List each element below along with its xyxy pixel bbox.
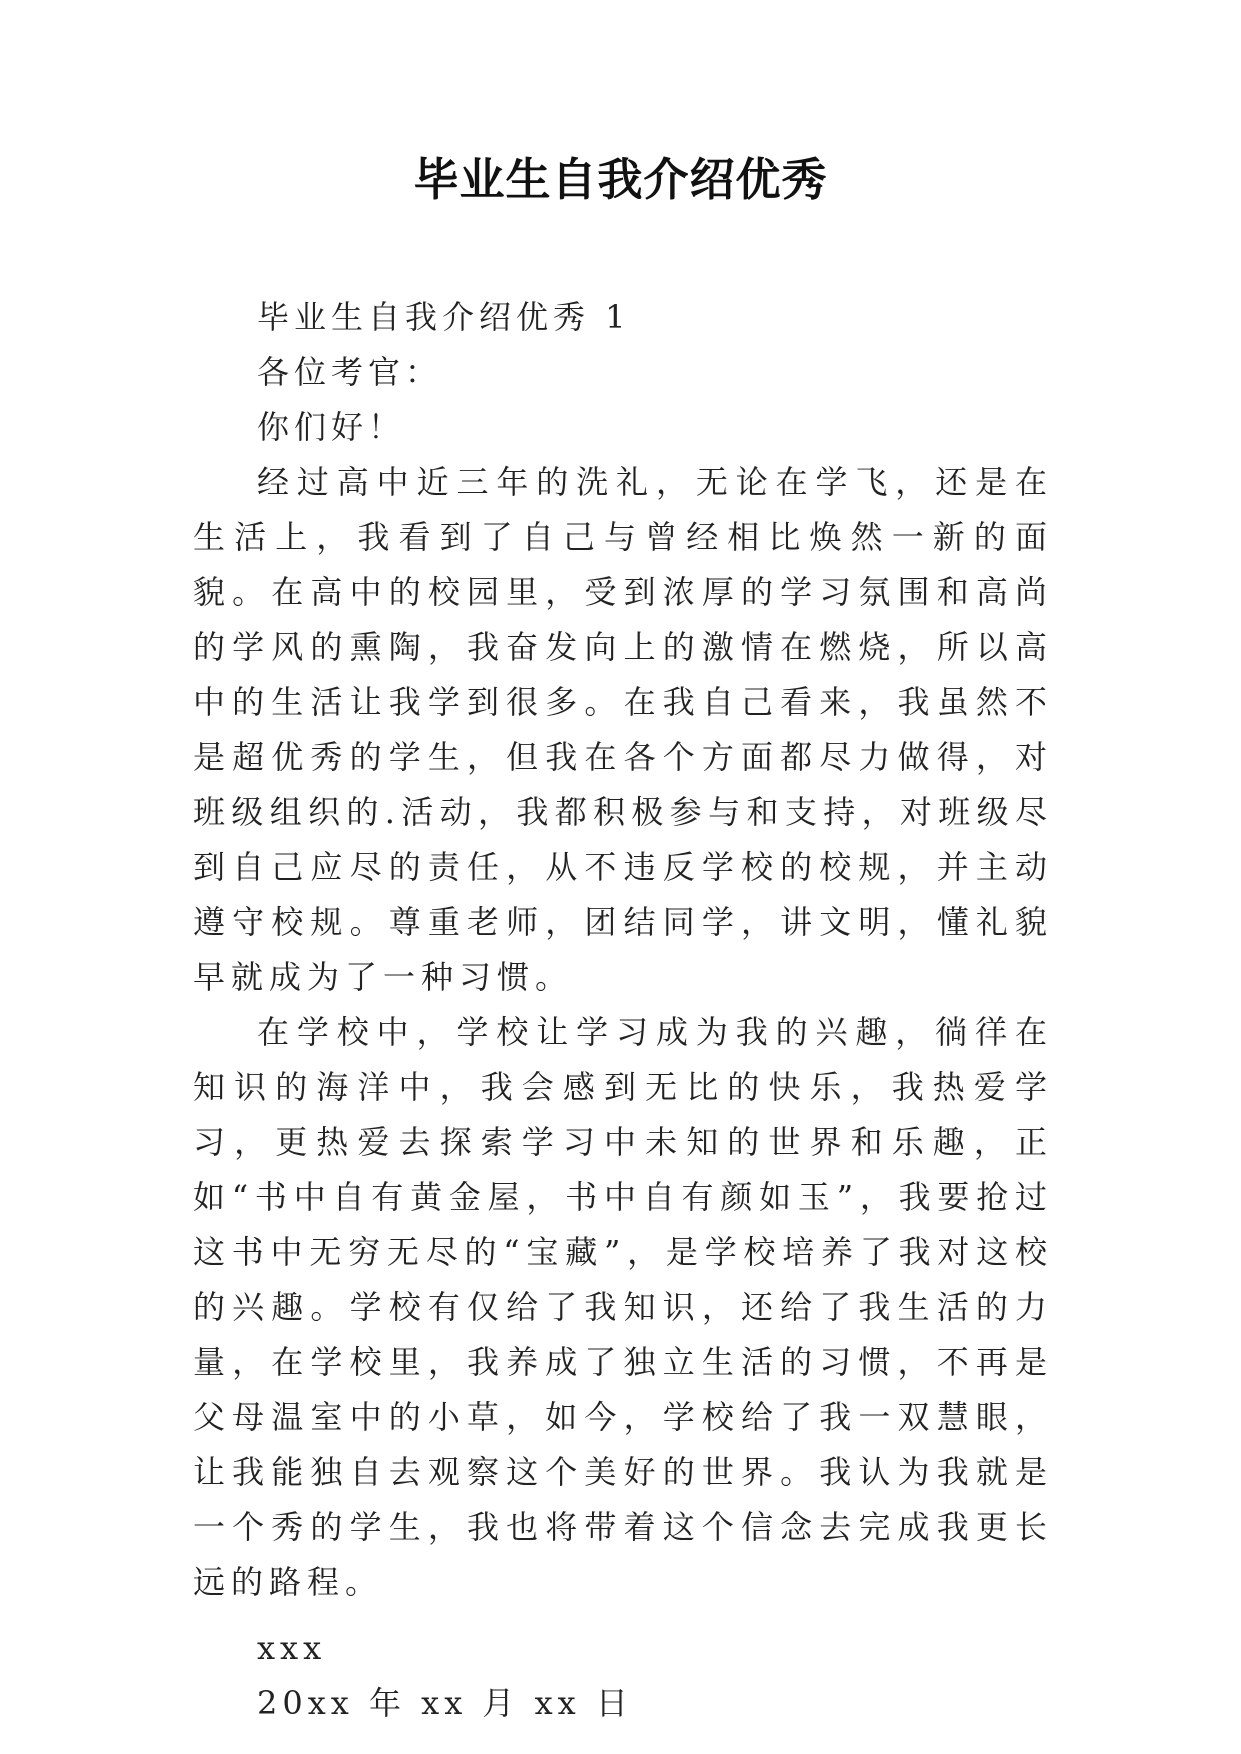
section-heading: 毕业生自我介绍优秀 1 [257,298,631,336]
spacer [193,1610,1053,1621]
date-line: 20xx 年 xx 月 xx 日 [257,1684,633,1722]
body-paragraph-2: 在学校中，学校让学习成为我的兴趣，徜徉在知识的海洋中，我会感到无比的快乐，我热爱学习，更热爱去探索学习中未知的世界和乐趣，正如“书中自有黄金屋，书中自有颜如玉”，我要抢过这书中无穷无尽的“宝藏”，是学校培养了我对这校的兴趣。学校有仅给了我知识，还给了我生活的力量，在学校里，我养成了独立生活的习惯，不再是父母温室中的小草，如今，学校给了我一双慧眼，让我能独自去观察这个美好的世界。我认为我就是一个秀的学生，我也将带着这个信念去完成我更长远的路程。 [193,1013,1053,1601]
greeting: 你们好！ [257,408,406,446]
salutation: 各位考官： [257,353,443,391]
body-paragraph-1: 经过高中近三年的洗礼，无论在学飞，还是在生活上，我看到了自己与曾经相比焕然一新的面貌。在高中的校园里，受到浓厚的学习氛围和高尚的学风的熏陶，我奋发向上的激情在燃烧，所以高中的生活让我学到很多。在我自己看来，我虽然不是超优秀的学生，但我在各个方面都尽力做得，对班级组织的.活动，我都积极参与和支持，对班级尽到自己应尽的责任，从不违反学校的校规，并主动遵守校规。尊重老师，团结同学，讲文明，懂礼貌早就成为了一种习惯。 [193,463,1053,996]
document-title: 毕业生自我介绍优秀 [413,153,828,206]
signature: xxx [257,1629,327,1667]
document-body [193,290,1053,1731]
